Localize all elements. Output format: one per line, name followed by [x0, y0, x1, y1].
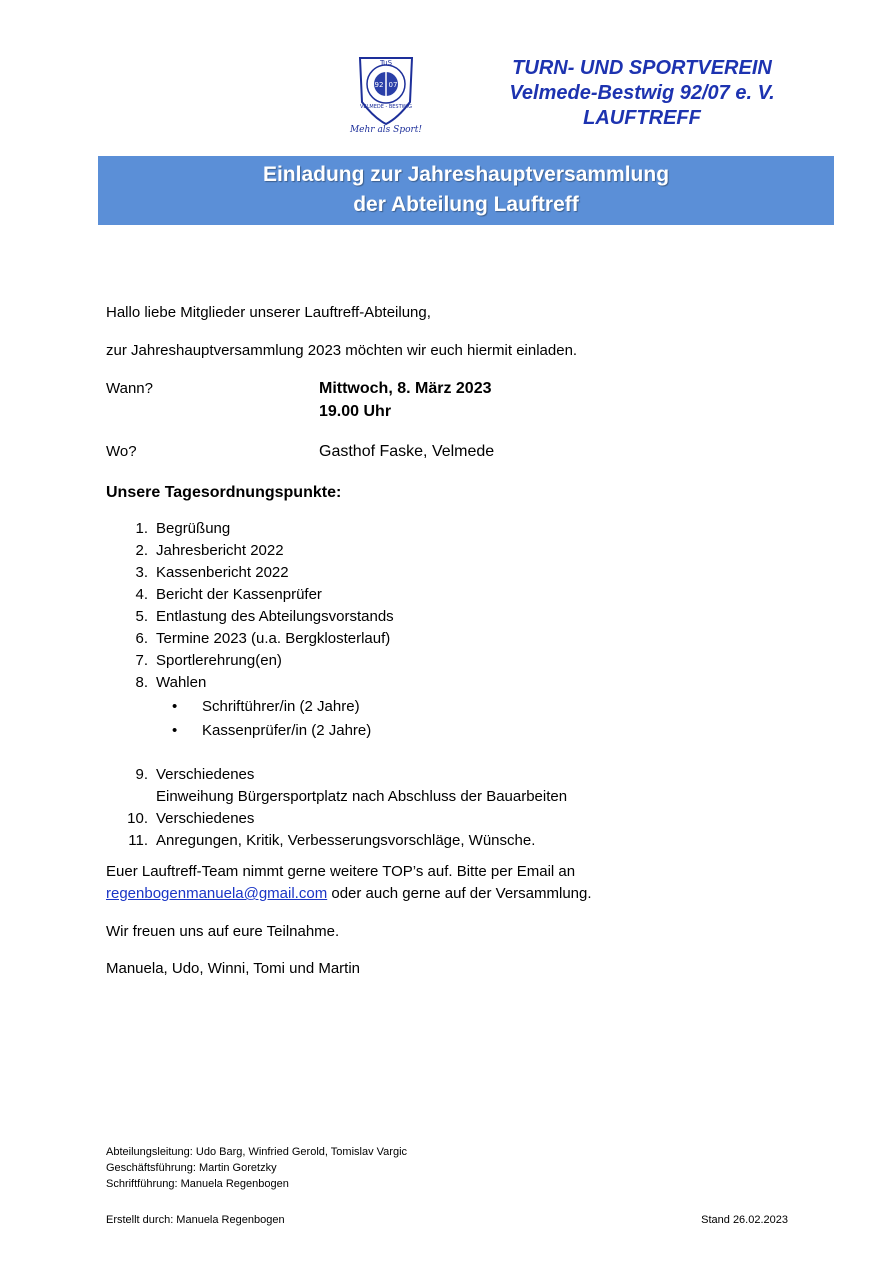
club-logo — [338, 50, 434, 136]
agenda-item-number: 2. — [135, 542, 148, 559]
greeting: Hallo liebe Mitglieder unserer Lauftreff-Abteilung, — [106, 304, 431, 321]
when-date: Mittwoch, 8. März 2023 — [319, 380, 492, 397]
agenda-item-number: 4. — [135, 586, 148, 603]
agenda-item — [124, 519, 824, 539]
agenda-item-number: 10. — [127, 810, 148, 827]
agenda-item-number: 7. — [135, 652, 148, 669]
agenda-item — [124, 651, 824, 671]
agenda-item-text: Begrüßung — [156, 520, 231, 537]
agenda-item — [124, 585, 824, 605]
closing-line1: Euer Lauftreff-Team nimmt gerne weitere TOP’s auf. Bitte per Email an — [106, 863, 576, 880]
email-link[interactable]: regenbogenmanuela@gmail.com — [106, 885, 328, 902]
agenda-item-text: Termine 2023 (u.a. Bergklosterlauf) — [156, 630, 391, 647]
banner-title-line1: Einladung zur Jahreshauptversammlung — [262, 163, 670, 186]
footer-date: Stand 26.02.2023 — [701, 1214, 788, 1226]
agenda-item-text: Bericht der Kassenprüfer — [156, 586, 322, 603]
footer-schriftfuehrung: Schriftführung: Manuela Regenbogen — [106, 1178, 289, 1190]
svg-text:92: 92 — [374, 81, 384, 89]
agenda-item-note — [124, 787, 824, 807]
bullet-icon: • — [172, 722, 178, 739]
agenda-item-text: Wahlen — [156, 674, 207, 691]
footer-created-by: Erstellt durch: Manuela Regenbogen — [106, 1214, 285, 1226]
banner-title-line2: der Abteilung Lauftreff — [353, 193, 579, 216]
agenda-list-continued — [124, 765, 824, 855]
where-label: Wo? — [106, 443, 137, 460]
club-name-line1: TURN- UND SPORTVEREIN — [512, 57, 772, 79]
where-value: Gasthof Faske, Velmede — [319, 443, 495, 460]
closing-line2 — [106, 884, 592, 904]
agenda-item-text: Einweihung Bürgersportplatz nach Abschluss der Bauarbeiten — [156, 788, 568, 805]
svg-text:07: 07 — [388, 81, 398, 89]
agenda-item — [124, 765, 824, 785]
agenda-item-number: 6. — [135, 630, 148, 647]
agenda-item — [124, 563, 824, 583]
agenda-item-number: 3. — [135, 564, 148, 581]
wahlen-subitem — [172, 697, 572, 717]
agenda-item — [124, 831, 824, 851]
agenda-item — [124, 673, 824, 693]
agenda-item — [124, 629, 824, 649]
wahlen-subitem — [172, 721, 572, 741]
intro-text: zur Jahreshauptversammlung 2023 möchten wir euch hiermit einladen. — [106, 342, 578, 359]
agenda-item-number: 9. — [135, 766, 148, 783]
agenda-item — [124, 607, 824, 627]
agenda-item-number: 5. — [135, 608, 148, 625]
agenda-item-number: 11. — [128, 832, 148, 849]
agenda-item — [124, 541, 824, 561]
title-banner — [98, 156, 834, 225]
when-label: Wann? — [106, 380, 153, 397]
bullet-icon: • — [172, 698, 178, 715]
club-department: LAUFTREFF — [583, 107, 701, 129]
svg-text:VELMEDE - BESTWIG: VELMEDE - BESTWIG — [360, 104, 412, 110]
wahlen-subitem-text: Kassenprüfer/in (2 Jahre) — [202, 722, 372, 739]
when-time: 19.00 Uhr — [319, 403, 392, 420]
agenda-list — [124, 519, 824, 699]
footer-geschaeftsfuehrung: Geschäftsführung: Martin Goretzky — [106, 1162, 277, 1174]
signature: Manuela, Udo, Winni, Tomi und Martin — [106, 960, 361, 977]
agenda-item-text: Verschiedenes — [156, 810, 255, 827]
agenda-heading: Unsere Tagesordnungspunkte: — [106, 484, 342, 501]
agenda-item-text: Verschiedenes — [156, 766, 255, 783]
footer-leitung: Abteilungsleitung: Udo Barg, Winfried Gerold, Tomislav Vargic — [106, 1146, 408, 1158]
club-name-line2: Velmede-Bestwig 92/07 e. V. — [509, 82, 775, 104]
wahlen-subitem-text: Schriftührer/in (2 Jahre) — [202, 698, 360, 715]
agenda-item-number: 1. — [135, 520, 148, 537]
agenda-item-number: 8. — [135, 674, 148, 691]
agenda-item-text: Jahresbericht 2022 — [156, 542, 284, 559]
closing-line2-text: oder auch gerne auf der Versammlung. — [327, 885, 592, 902]
svg-text:Mehr als Sport!: Mehr als Sport! — [349, 125, 423, 135]
agenda-item — [124, 809, 824, 829]
agenda-item-text: Kassenbericht 2022 — [156, 564, 289, 581]
svg-text:TuS: TuS — [379, 59, 393, 67]
agenda-item-text: Sportlerehrung(en) — [156, 652, 282, 669]
agenda-item-text: Anregungen, Kritik, Verbesserungsvorschläge, Wünsche. — [156, 832, 536, 849]
thanks-text: Wir freuen uns auf eure Teilnahme. — [106, 923, 340, 940]
agenda-item-text: Entlastung des Abteilungsvorstands — [156, 608, 394, 625]
